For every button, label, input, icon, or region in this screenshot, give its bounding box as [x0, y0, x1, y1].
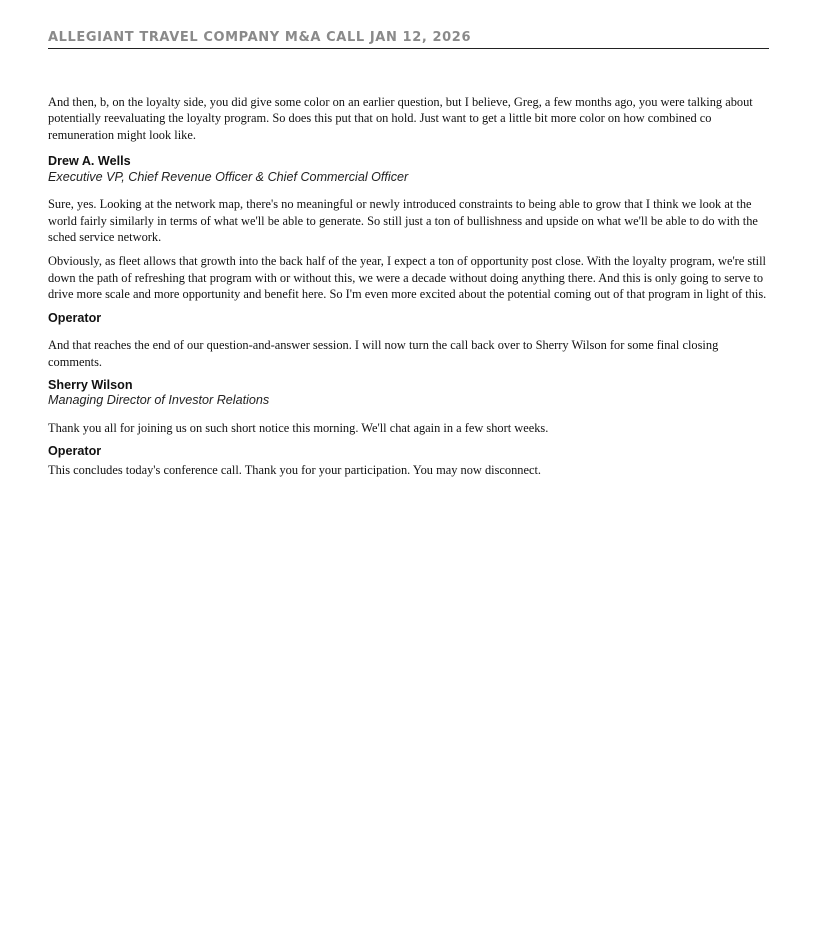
closing-paragraph: Thank you all for joining us on such short notice this morning. We'll chat again in a few short weeks. — [48, 420, 549, 435]
answer-paragraph-1: Sure, yes. Looking at the network map, there's no meaningful or newly introduced constraints to being able to grow that I think we look at the world fairly similarly in terms of what we'll be able to generate. So still just a ton of bullishness and upside on what we'll be able to do with the sched service network. — [48, 197, 758, 245]
header-title: ALLEGIANT TRAVEL COMPANY M&A CALL JAN 12, 2026 — [48, 30, 472, 45]
speaker-block-sherry-wilson — [48, 378, 769, 409]
answer-paragraph-2: Obviously, as fleet allows that growth into the back half of the year, I expect a ton of opportunity post close. With the loyalty program, we're still down the path of refreshing that program with or without this, we were a decade without doing anything there. And this is only going to serve to drive more scale and more opportunity and benefit here. So I'm even more excited about the potential coming out of that program in light of this. — [48, 254, 767, 302]
page-header — [48, 30, 769, 49]
operator-paragraph: And that reaches the end of our question-and-answer session. I will now turn the call back over to Sherry Wilson for some final closing comments. — [48, 338, 719, 369]
speaker-block-operator — [48, 311, 769, 327]
speaker-block-operator-final — [48, 444, 769, 460]
speaker-name: Drew A. Wells — [48, 154, 131, 169]
speaker-name: Sherry Wilson — [48, 377, 133, 392]
question-paragraph: And then, b, on the loyalty side, you did give some color on an earlier question, but I believe, Greg, a few months ago, you were talking about potentially reevaluating the loyalty program. So does this put that on hold. Just want to get a little bit more color on how combined co remuneration might look like. — [48, 95, 753, 142]
speaker-role: Managing Director of Investor Relations — [48, 393, 270, 408]
transcript-content — [48, 94, 769, 478]
speaker-block-drew-wells — [48, 154, 769, 185]
speaker-role: Executive VP, Chief Revenue Officer & Chief Commercial Officer — [48, 169, 409, 184]
speaker-name: Operator — [48, 310, 102, 325]
final-paragraph: This concludes today's conference call. Thank you for your participation. You may now disconnect. — [48, 462, 542, 477]
speaker-name: Operator — [48, 444, 102, 459]
